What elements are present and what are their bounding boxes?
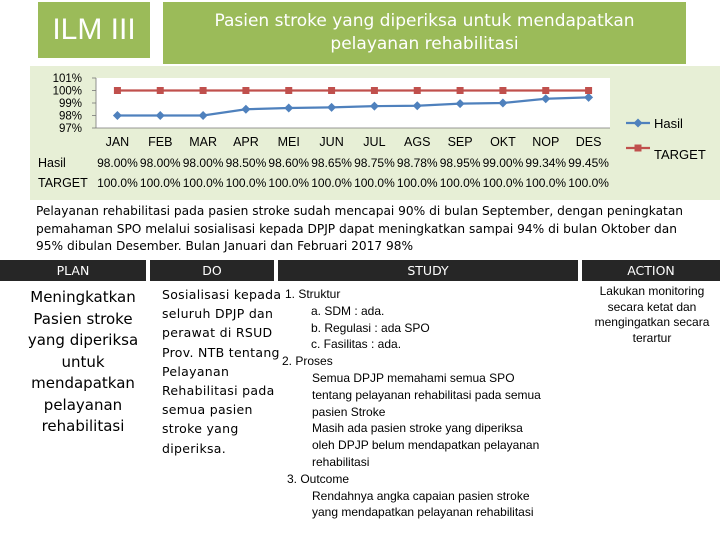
study-text [280, 286, 580, 521]
study-header: STUDY [278, 260, 578, 281]
study-line: Rendahnya angka capaian pasien stroke [312, 488, 530, 503]
do-header: DO [150, 260, 274, 281]
study-line: 1. Struktur [285, 287, 341, 301]
x-category-label: NOP [532, 135, 560, 149]
ilm-badge: ILM III [38, 2, 150, 58]
description-text: Pelayanan rehabilitasi pada pasien stroke sudah mencapai 90% di bulan September, dengan peningkatan pemahaman SPO melalui sosialisasi kepada DPJP dapat meningkatkan sampai 94% di bulan Oktober dan 95% dibulan Desember. Bulan Januari dan Februari 2017 98% [36, 204, 684, 253]
data-point-target [200, 87, 207, 94]
data-point-target [542, 87, 549, 94]
data-label-hasil: 99.45% [568, 156, 609, 170]
data-label-hasil: 98.00% [182, 156, 224, 170]
x-category-label: DES [575, 135, 602, 149]
data-label-hasil: 99.34% [525, 156, 567, 170]
data-label-target: 100.0% [354, 176, 395, 190]
data-label-target: 100.0% [97, 176, 138, 190]
data-label-target: 100.0% [182, 176, 224, 190]
data-point-target [371, 87, 378, 94]
data-label-target: 100.0% [396, 176, 438, 190]
chart-area [30, 66, 720, 200]
y-tick-label: 97% [58, 123, 82, 135]
study-line: pasien Stroke [312, 404, 386, 419]
data-label-hasil: 98.60% [268, 156, 310, 170]
data-label-target: 100.0% [482, 176, 524, 190]
x-category-label: SEP [447, 135, 473, 149]
x-category-label: APR [233, 135, 259, 149]
data-label-target: 100.0% [525, 176, 567, 190]
x-category-label: MEI [277, 135, 300, 149]
x-category-label: JUL [363, 135, 386, 149]
y-tick-label: 100% [52, 85, 82, 98]
data-label-target: 100.0% [268, 176, 310, 190]
data-point-target [499, 87, 506, 94]
legend-label: TARGET [654, 147, 706, 162]
data-label-hasil: 98.65% [311, 156, 352, 170]
data-label-target: 100.0% [568, 176, 609, 190]
x-category-label: AGS [404, 135, 431, 149]
plan-text: Meningkatkan Pasien stroke yang diperiksa untuk mendapatkan pelayanan rehabilitasi [27, 288, 139, 435]
study-line: yang mendapatkan pelayanan rehabilitasi [312, 505, 534, 520]
study-line: tentang pelayanan rehabilitasi pada semua [312, 387, 541, 402]
line-chart [30, 66, 720, 200]
data-label-hasil: 98.75% [354, 156, 395, 170]
x-category-label: FEB [148, 135, 173, 149]
y-tick-label: 99% [58, 98, 82, 110]
x-category-label: JUN [319, 135, 344, 149]
data-label-target: 100.0% [139, 176, 181, 190]
data-label-hasil: 98.00% [97, 156, 138, 170]
legend-label: Hasil [654, 116, 683, 131]
data-label-hasil: 98.95% [439, 156, 481, 170]
data-label-hasil: 98.78% [396, 156, 438, 170]
study-line: a. SDM : ada. [311, 303, 385, 318]
study-line: rehabilitasi [312, 454, 370, 469]
action-text: Lakukan monitoring secara ketat dan mengingatkan secara terartur [594, 284, 710, 345]
data-label-hasil: 98.50% [225, 156, 267, 170]
data-point-target [414, 87, 421, 94]
study-line: oleh DPJP belum mendapatkan pelayanan [312, 438, 540, 453]
study-line: 3. Outcome [287, 471, 350, 486]
plot-background [96, 78, 610, 128]
data-label-hasil: 98.00% [139, 156, 181, 170]
table-row-label: Hasil [38, 156, 66, 170]
data-label-target: 100.0% [225, 176, 267, 190]
legend-marker [635, 145, 642, 152]
table-row-label: TARGET [38, 176, 88, 190]
study-line: Semua DPJP memahami semua SPO [312, 370, 515, 385]
data-label-target: 100.0% [439, 176, 481, 190]
study-line: Masih ada pasien stroke yang diperiksa [312, 421, 523, 436]
x-category-label: MAR [189, 135, 217, 149]
study-line: c. Fasilitas : ada. [311, 337, 402, 352]
y-tick-label: 98% [58, 110, 82, 123]
do-text: Sosialisasi kepada seluruh DPJP dan perawat di RSUD Prov. NTB tentang Pelayanan Rehabilitasi pada semua pasien stroke yang diperiksa. [162, 287, 282, 456]
data-point-target [585, 87, 592, 94]
x-category-label: OKT [490, 135, 516, 149]
data-point-target [285, 87, 292, 94]
plan-header: PLAN [0, 260, 146, 281]
data-point-target [457, 87, 464, 94]
data-point-target [328, 87, 335, 94]
data-label-target: 100.0% [311, 176, 352, 190]
x-category-label: JAN [105, 135, 130, 149]
data-point-target [242, 87, 249, 94]
legend-marker [634, 119, 643, 128]
action-header: ACTION [582, 260, 720, 281]
data-point-target [114, 87, 121, 94]
data-point-target [157, 87, 164, 94]
slide-title: Pasien stroke yang diperiksa untuk mendapatkan pelayanan rehabilitasi [163, 2, 686, 64]
data-label-hasil: 99.00% [482, 156, 524, 170]
study-line: b. Regulasi : ada SPO [311, 320, 430, 335]
study-line: 2. Proses [282, 354, 333, 369]
y-tick-label: 101% [52, 73, 82, 85]
